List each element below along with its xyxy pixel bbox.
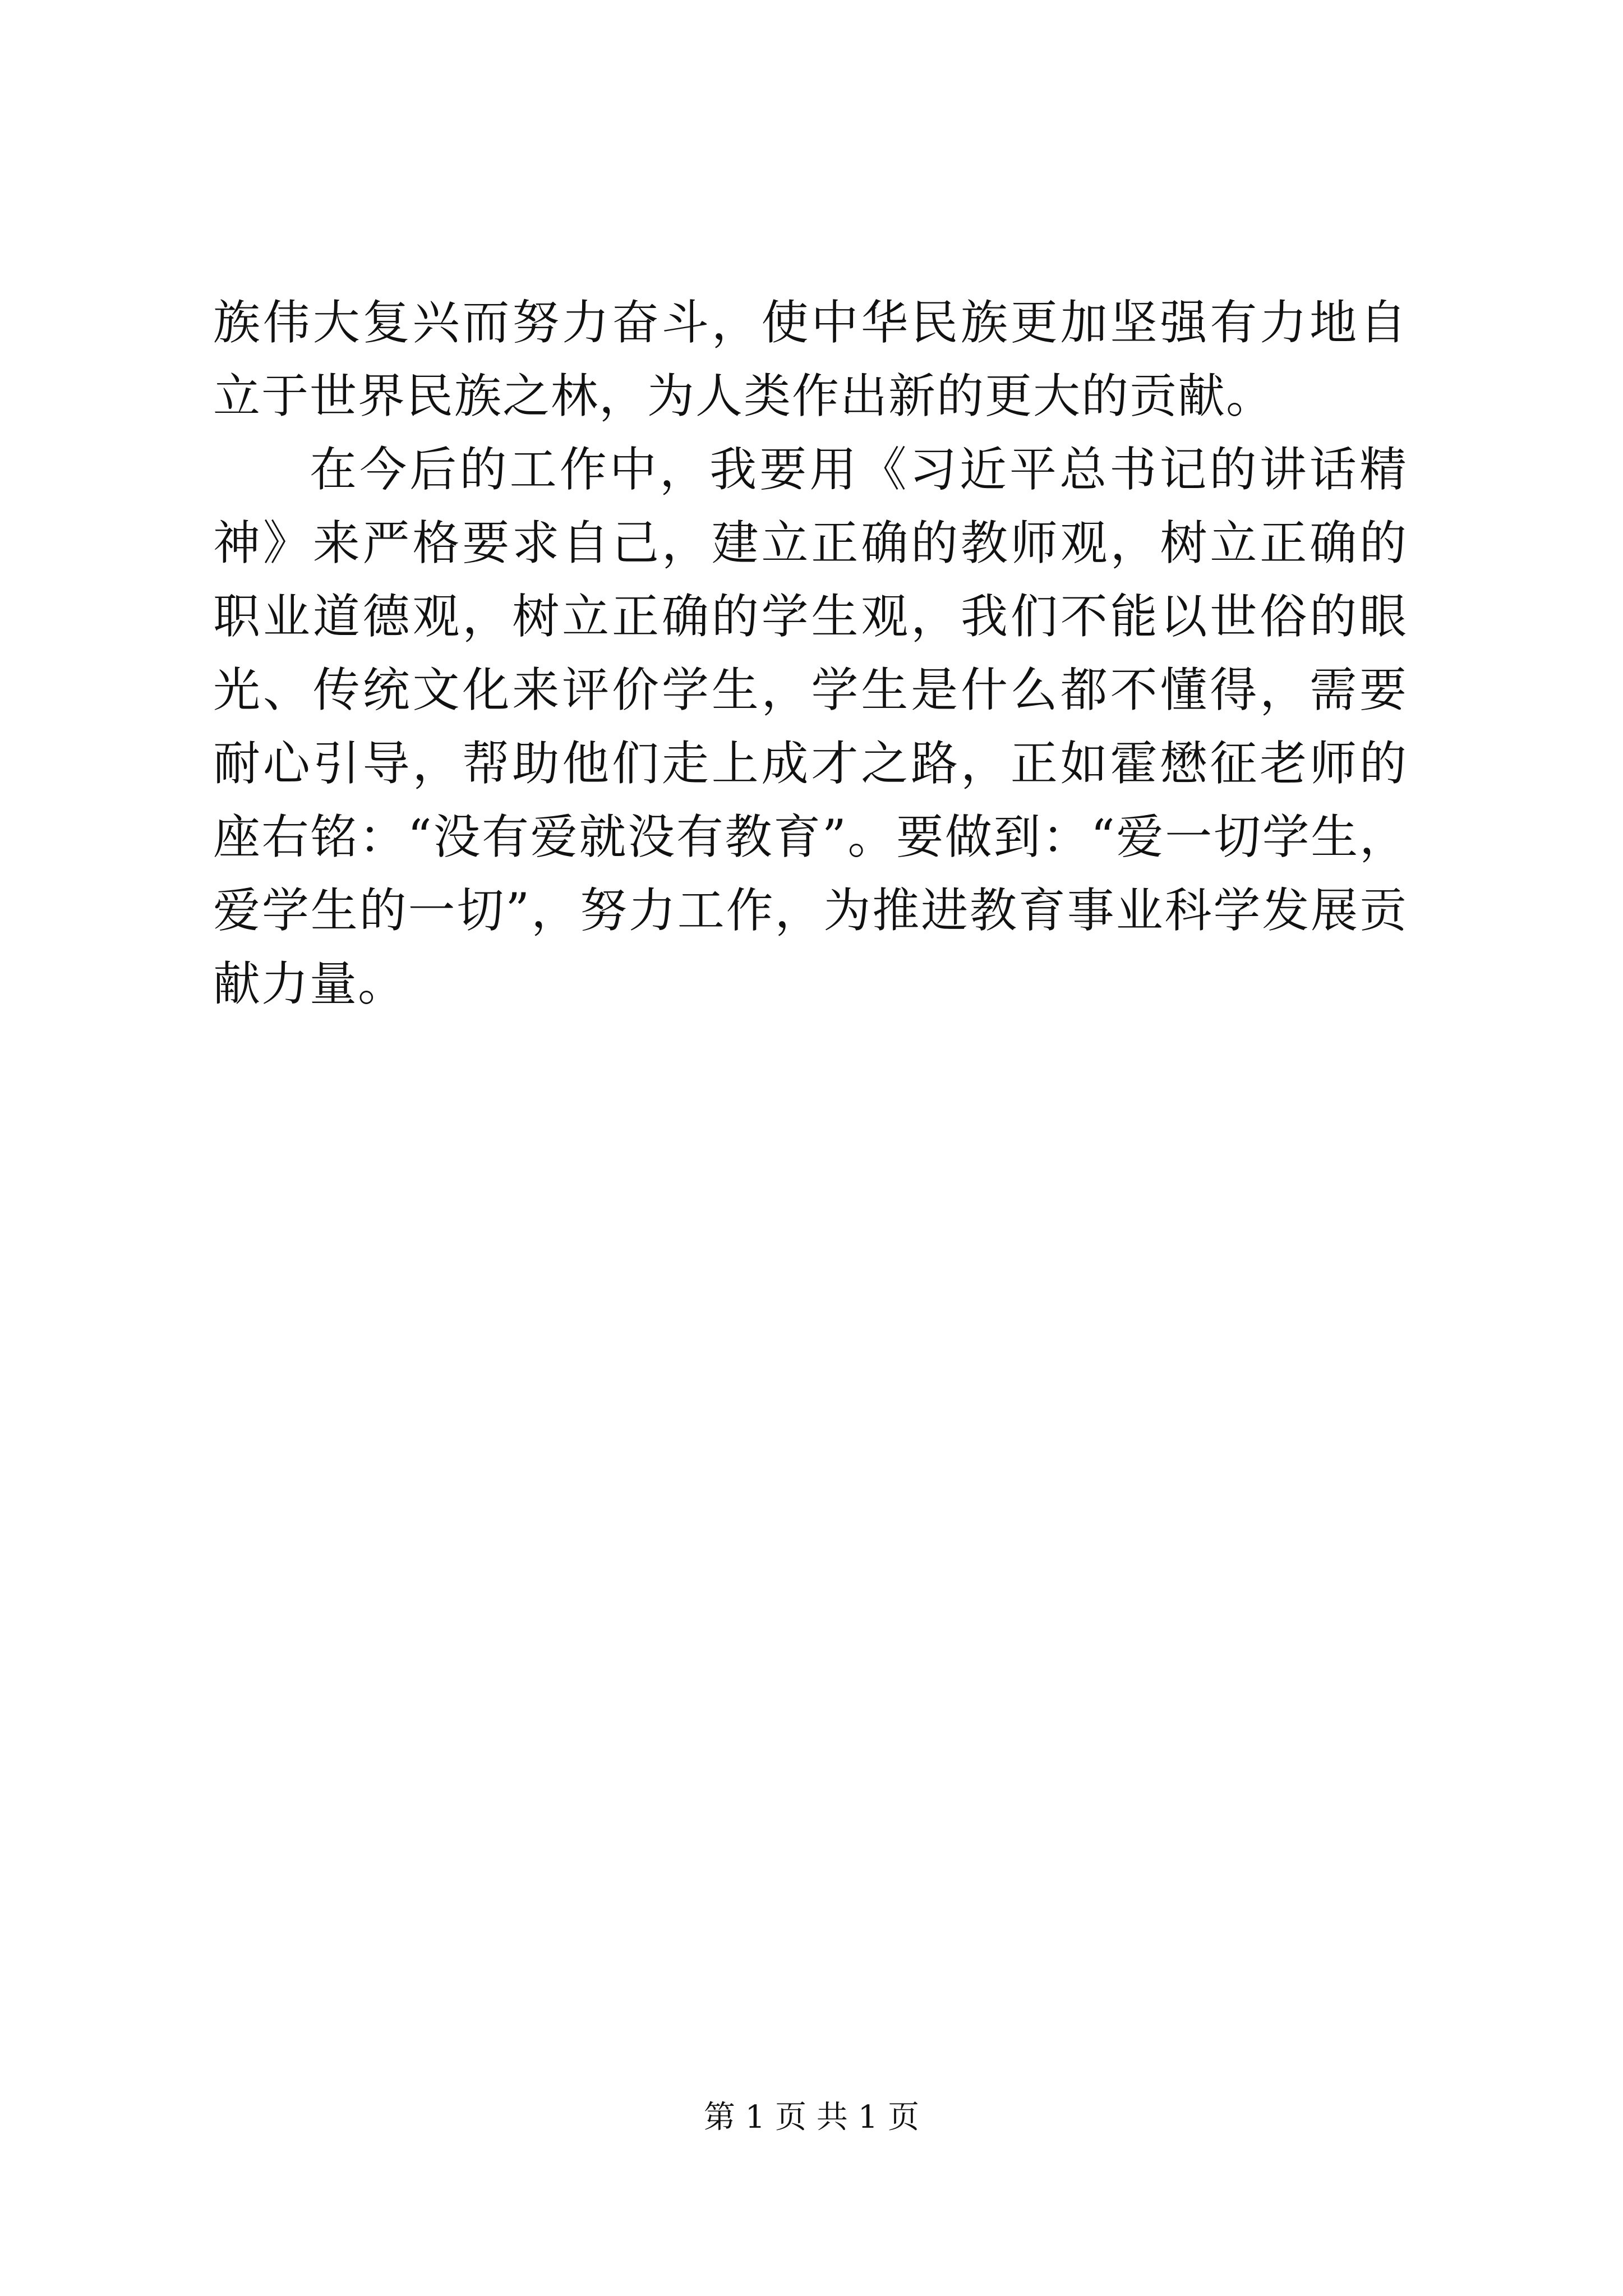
document-body	[213, 286, 1408, 1021]
paragraph-main: 在今后的工作中，我要用《习近平总书记的讲话精神》来严格要求自己，建立正确的教师观，树立正确的职业道德观，树立正确的学生观，我们不能以世俗的眼光、传统文化来评价学生，学生是什么都不懂得，需要耐心引导，帮助他们走上成才之路，正如霍懋征老师的座右铭：“没有爱就没有教育”。要做到：“爱一切学生，爱学生的一切”，努力工作，为推进教育事业科学发展贡献力量。	[213, 442, 1408, 1011]
page-footer: 第 1 页 共 1 页	[703, 2099, 920, 2136]
paragraph-continuation: 族伟大复兴而努力奋斗，使中华民族更加坚强有力地自立于世界民族之林，为人类作出新的更大的贡献。	[213, 295, 1408, 424]
